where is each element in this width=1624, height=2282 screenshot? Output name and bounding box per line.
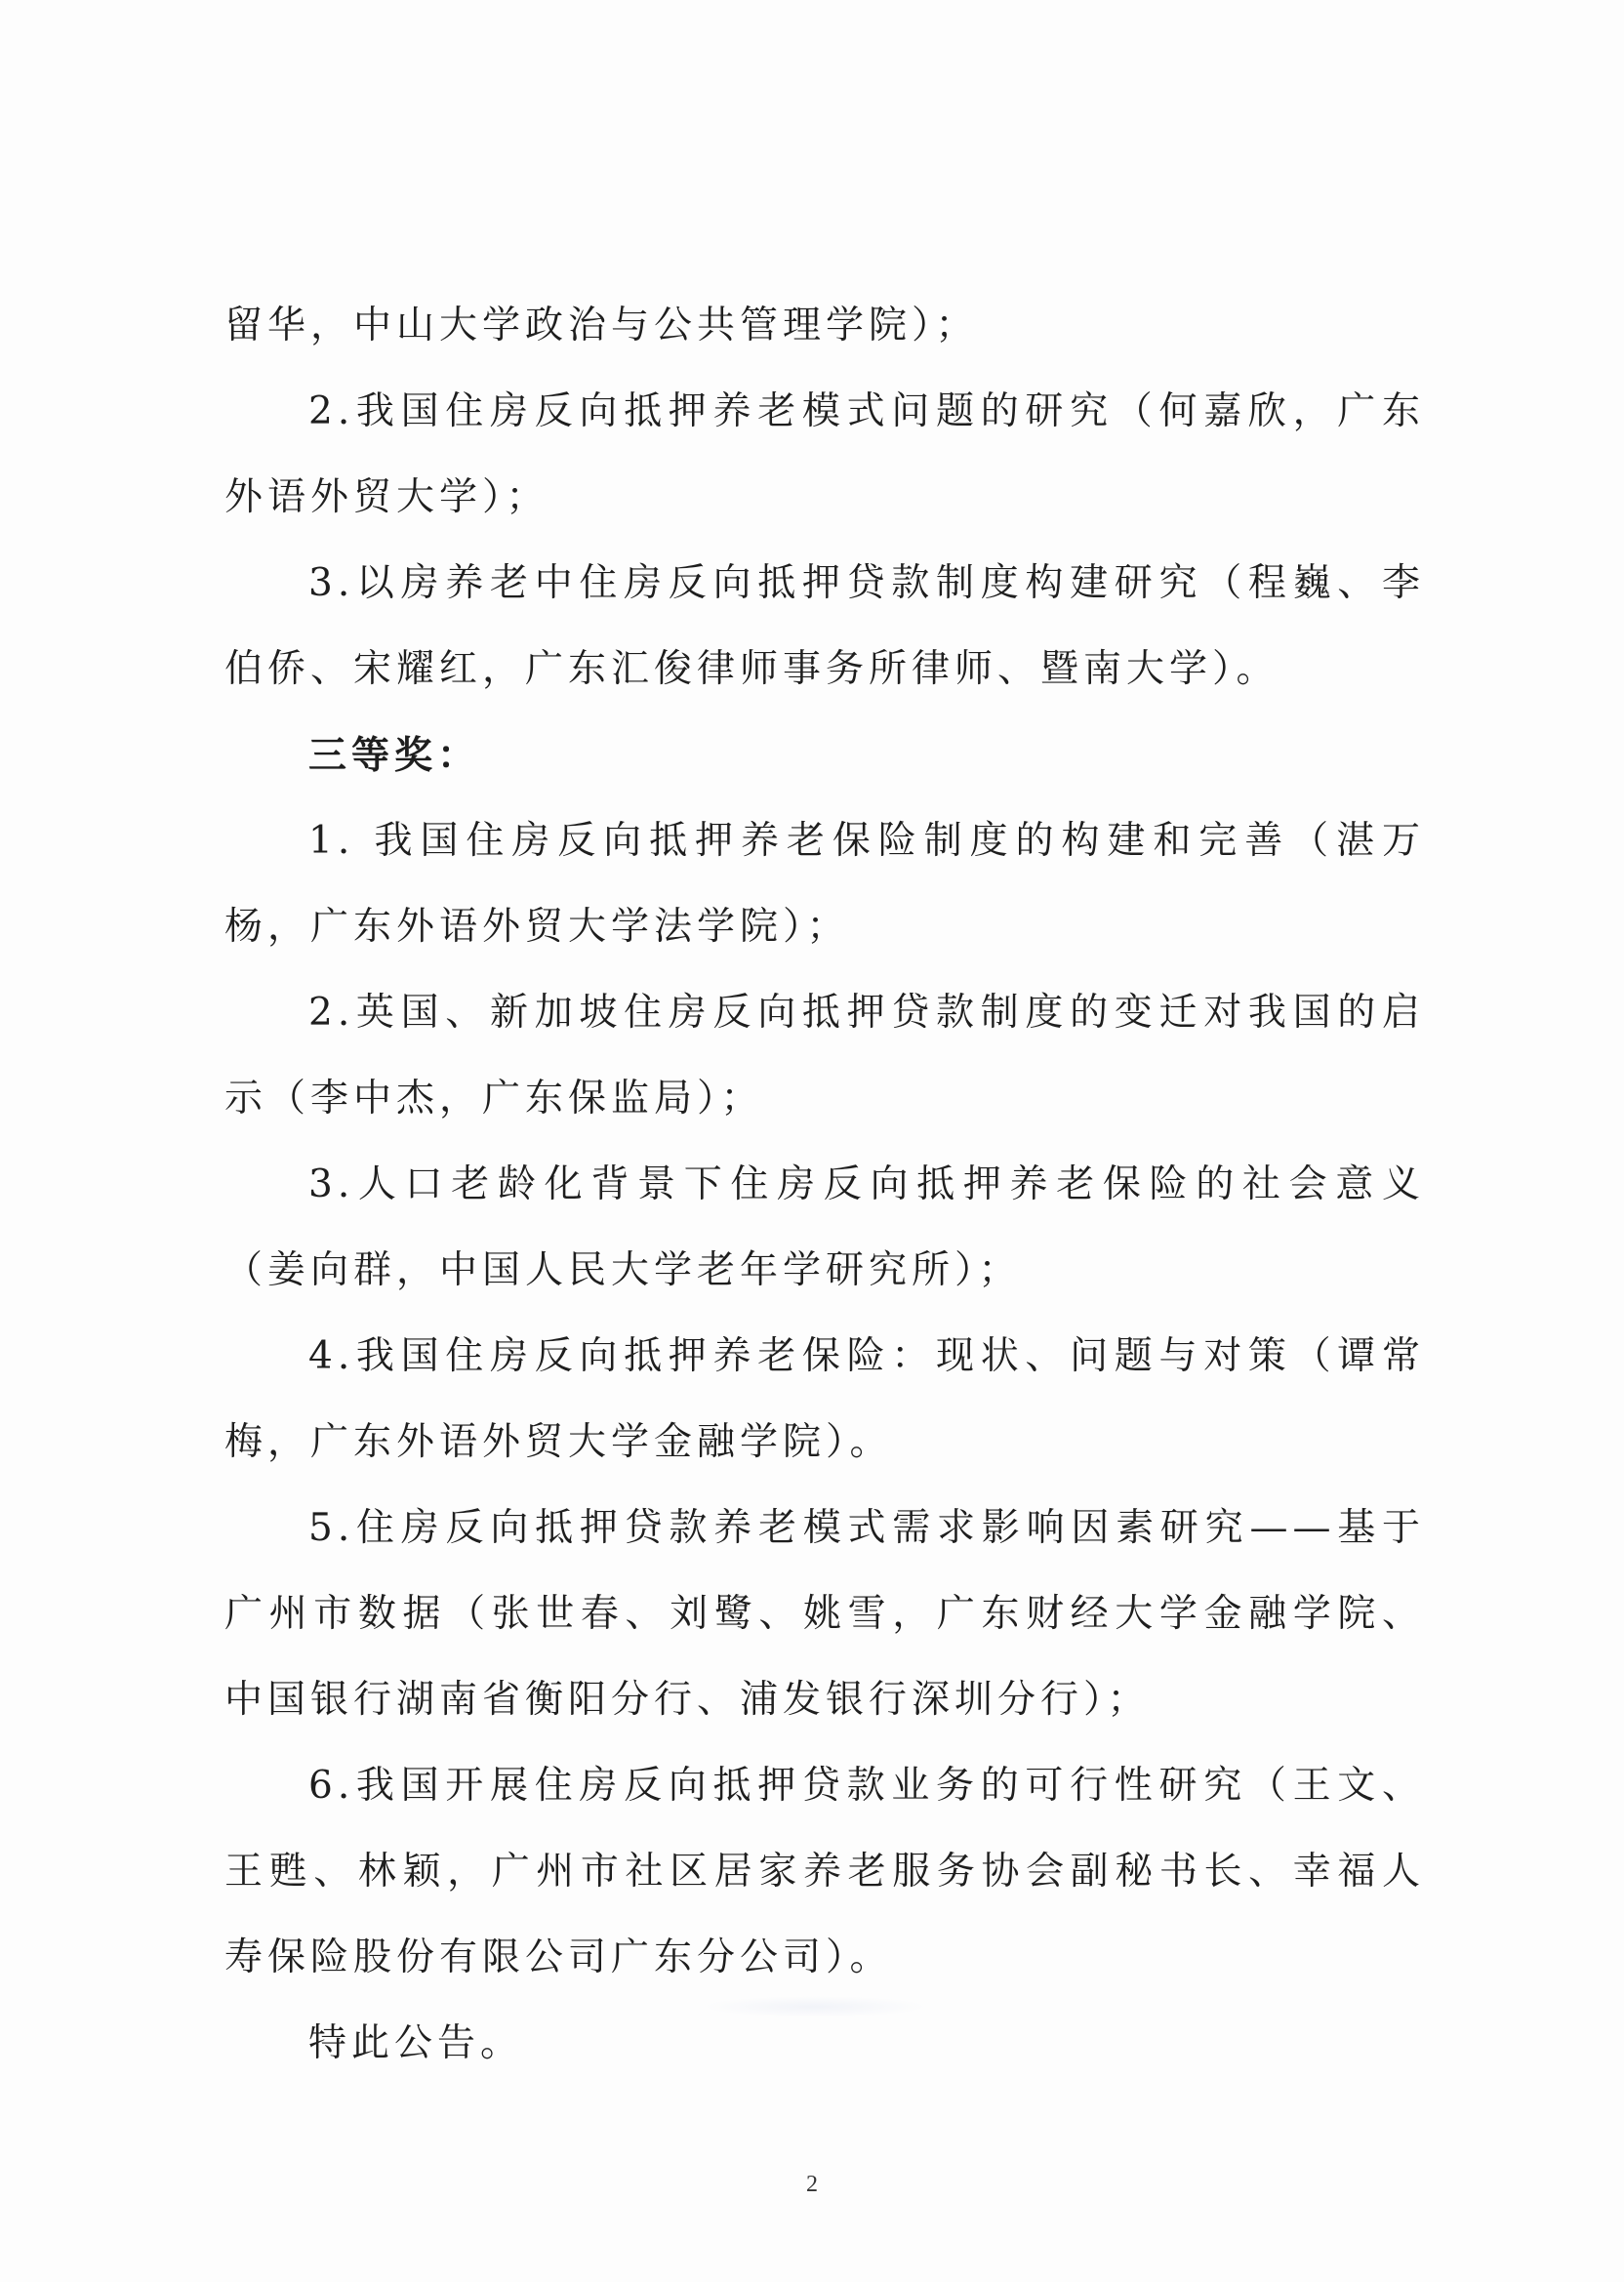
third-prize-item-4: 4.我国住房反向抵押养老保险：现状、问题与对策（谭常梅，广东外语外贸大学金融学院）。: [224, 1334, 1425, 1464]
third-prize-heading: 三等奖：: [308, 733, 481, 778]
third-prize-item-6: 6.我国开展住房反向抵押贷款业务的可行性研究（王文、王甦、林颖，广州市社区居家养老服务协会副秘书长、幸福人寿保险股份有限公司广东分公司）。: [224, 1764, 1425, 1979]
third-prize-item-1: 1. 我国住房反向抵押养老保险制度的构建和完善（湛万杨，广东外语外贸大学法学院）；: [224, 819, 1425, 949]
third-prize-item-3: 3.人口老龄化背景下住房反向抵押养老保险的社会意义（姜向群，中国人民大学老年学研究所）；: [224, 1162, 1425, 1292]
document-body: [224, 283, 1425, 2087]
third-prize-item-5: 5.住房反向抵押贷款养老模式需求影响因素研究——基于广州市数据（张世春、刘鹭、姚雪，广东财经大学金融学院、中国银行湖南省衡阳分行、浦发银行深圳分行）；: [224, 1506, 1425, 1722]
paragraph-continuation: 留华，中山大学政治与公共管理学院）；: [224, 304, 979, 347]
second-prize-item-3: 3.以房养老中住房反向抵押贷款制度构建研究（程巍、李伯侨、宋耀红，广东汇俊律师事务所律师、暨南大学）。: [224, 561, 1425, 691]
page-number: 2: [806, 2172, 818, 2197]
second-prize-item-2: 2.我国住房反向抵押养老模式问题的研究（何嘉欣，广东外语外贸大学）；: [224, 389, 1425, 519]
third-prize-item-2: 2.英国、新加坡住房反向抵押贷款制度的变迁对我国的启示（李中杰，广东保监局）；: [224, 991, 1425, 1121]
scan-artifact: [703, 1996, 927, 2017]
closing-statement: 特此公告。: [308, 2021, 524, 2065]
